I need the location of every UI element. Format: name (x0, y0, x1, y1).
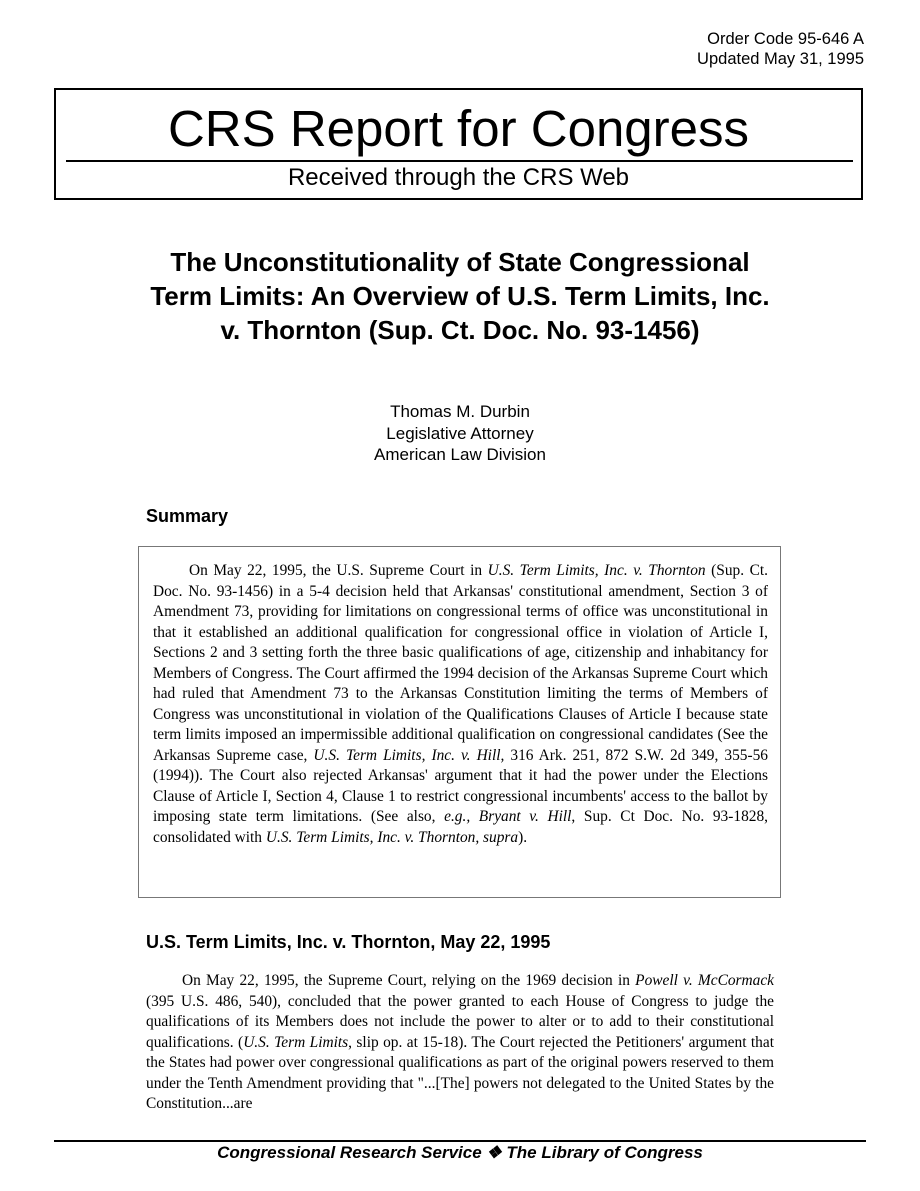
masthead-title: CRS Report for Congress (167, 100, 750, 157)
footer-right: The Library of Congress (506, 1143, 703, 1162)
summary-box (138, 546, 781, 898)
author-role: Legislative Attorney (386, 423, 534, 443)
footer-left: Congressional Research Service (217, 1143, 482, 1162)
summary-paragraph: On May 22, 1995, the U.S. Supreme Court in U.S. Term Limits, Inc. v. Thornton (Sup. Ct. Doc. No. 93-1456) in a 5-4 decision held that Arkansas' constitutional amendment, Section 3 of Amendment 73, providing for limitations on congressional terms of office was unconstitutional in that it established an additional qualification for congressional office in violation of Article I, Sections 2 and 3 setting forth the three basic qualifications of age, citizenship and inhabitancy for Members of Congress. The Court affirmed the 1994 decision of the Arkansas Supreme Court which had ruled that Amendment 73 to the Arkansas Constitution limiting the terms of Members of Congress was unconstitutional in violation of the Qualifications Clauses of Article I because state term limits imposed an impermissible additional qualification on congressional candidates (See the Arkansas Supreme case, U.S. Term Limits, Inc. v. Hill, 316 Ark. 251, 872 S.W. 2d 349, 355-56 (1994)). The Court also rejected Arkansas' argument that it had the power under the Elections Clause of Article I, Section 4, Clause 1 to restrict congressional incumbents' access to the ballot by imposing state term limitations. (See also, e.g., Bryant v. Hill, Sup. Ct Doc. No. 93-1828, consolidated with U.S. Term Limits, Inc. v. Thornton, supra). (153, 562, 769, 846)
masthead-subtitle: Received through the CRS Web (287, 164, 630, 191)
order-code: Order Code 95-646 A (707, 30, 864, 48)
diamond-icon: ❖ (486, 1143, 502, 1162)
author-block (0, 401, 920, 466)
masthead (54, 88, 863, 200)
order-info (697, 29, 864, 69)
summary-heading: Summary (146, 506, 229, 526)
author-name: Thomas M. Durbin (390, 402, 530, 421)
updated-date: Updated May 31, 1995 (697, 50, 864, 68)
section-heading: U.S. Term Limits, Inc. v. Thornton, May 22, 1995 (146, 932, 551, 952)
footer (0, 1142, 920, 1164)
document-title: The Unconstitutionality of State Congressional Term Limits: An Overview of U.S. Term Limits, Inc. v. Thornton (Sup. Ct. Doc. No. 93-1456) (150, 247, 770, 345)
body-paragraph: On May 22, 1995, the Supreme Court, relying on the 1969 decision in Powell v. McCormack (395 U.S. 486, 540), concluded that the power granted to each House of Congress to judge the qualifications of its Members does not include the power to alter or to add to their constitutional qualifications. (U.S. Term Limits, slip op. at 15-18). The Court rejected the Petitioners' argument that the States had power over congressional qualifications as part of the original powers reserved to them under the Tenth Amendment providing that "...[The] powers not delegated to the United States by the Constitution...are (146, 972, 774, 1112)
author-division: American Law Division (374, 445, 546, 464)
